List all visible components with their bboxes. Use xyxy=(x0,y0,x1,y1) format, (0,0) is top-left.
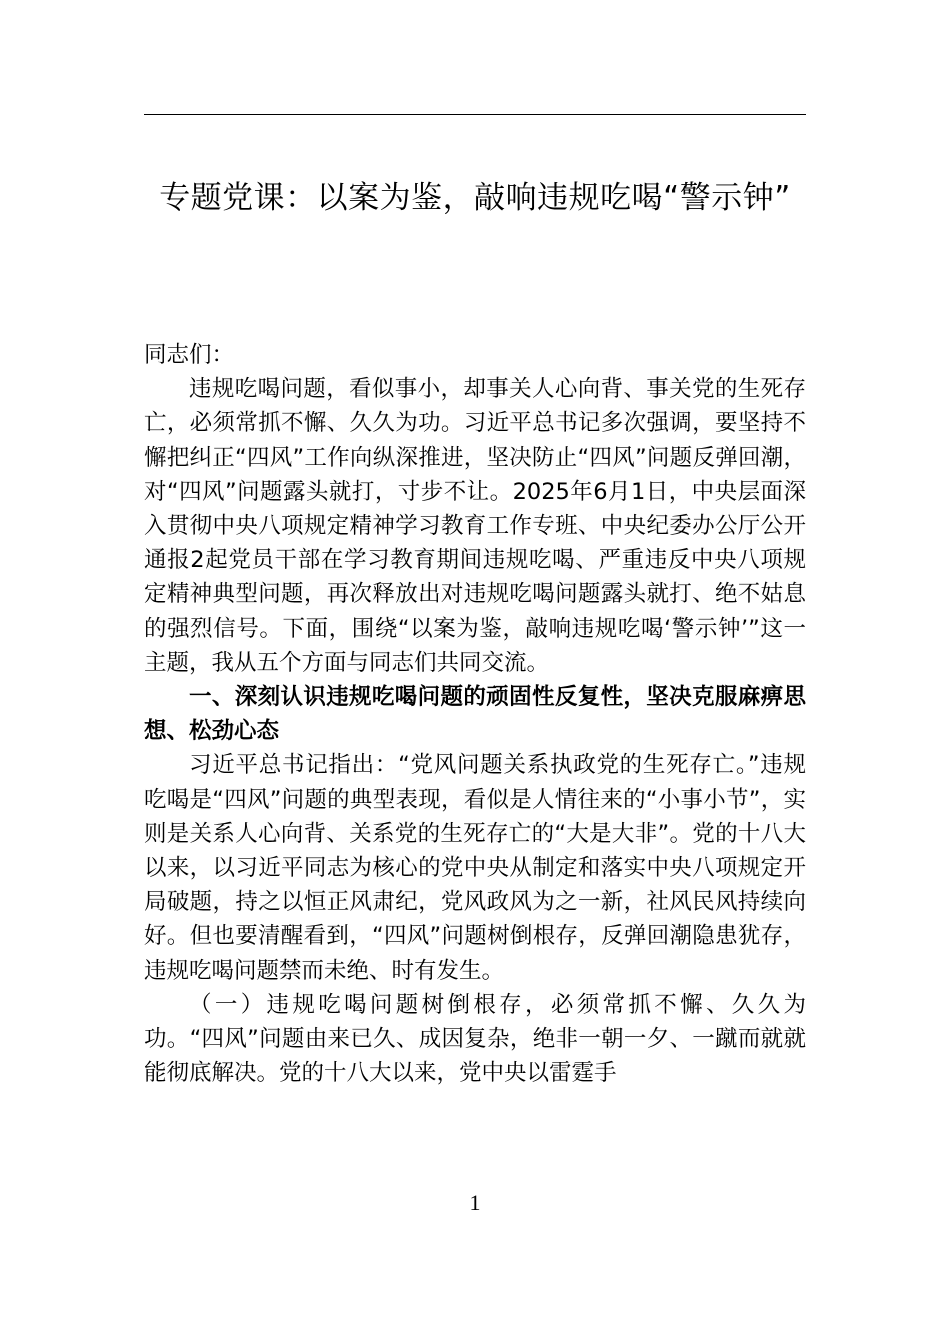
intro-paragraph: 违规吃喝问题，看似事小，却事关人心向背、事关党的生死存亡，必须常抓不懈、久久为功。习近平总书记多次强调，要坚持不懈把纠正“四风”工作向纵深推进，坚决防止“四风”问题反弹回潮，对“四风”问题露头就打，寸步不让。2025年6月1日，中央层面深入贯彻中央八项规定精神学习教育工作专班、中央纪委办公厅公开通报2起党员干部在学习教育期间违规吃喝、严重违反中央八项规定精神典型问题，再次释放出对违规吃喝问题露头就打、绝不姑息的强烈信号。下面，围绕“以案为鉴，敲响违规吃喝‘警示钟’”这一主题，我从五个方面与同志们共同交流。 xyxy=(144,376,806,676)
page-number: 1 xyxy=(469,1190,481,1215)
document-body xyxy=(144,338,806,1090)
section-heading: 一、深刻认识违规吃喝问题的顽固性反复性，坚决克服麻痹思想、松劲心态 xyxy=(144,684,806,745)
section-paragraph: 习近平总书记指出：“党风问题关系执政党的生死存亡。”违规吃喝是“四风”问题的典型表现，看似是人情往来的“小事小节”，实则是关系人心向背、关系党的生死存亡的“大是大非”。党的十八大以来，以习近平同志为核心的党中央从制定和落实中央八项规定开局破题，持之以恒正风肃纪，党风政风为之一新，社风民风持续向好。但也要清醒看到，“四风”问题树倒根存，反弹回潮隐患犹存，违规吃喝问题禁而未绝、时有发生。 xyxy=(144,752,806,984)
subsection-paragraph: （一）违规吃喝问题树倒根存，必须常抓不懈、久久为功。“四风”问题由来已久、成因复杂，绝非一朝一夕、一蹴而就就能彻底解决。党的十八大以来，党中央以雷霆手 xyxy=(144,991,806,1087)
salutation: 同志们： xyxy=(144,342,235,368)
header-rule xyxy=(144,114,806,115)
document-title: 专题党课：以案为鉴，敲响违规吃喝“警示钟” xyxy=(159,180,791,216)
